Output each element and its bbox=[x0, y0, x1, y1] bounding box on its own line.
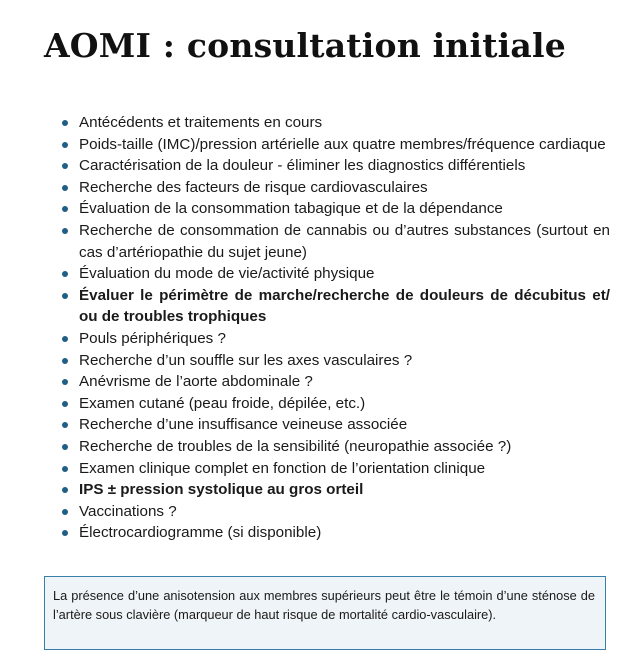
list-item bbox=[62, 112, 610, 134]
list-item-text: Examen cutané (peau froide, dépilée, etc.) bbox=[79, 394, 366, 412]
page-title: AOMI : consultation initiale bbox=[44, 26, 566, 65]
list-item bbox=[62, 155, 610, 177]
list-item-text: Pouls périphériques ? bbox=[79, 329, 226, 347]
list-item bbox=[62, 371, 610, 393]
checklist bbox=[62, 112, 610, 544]
list-item-text: Évaluer le périmètre de marche/recherche de douleurs de décubitus et/ ou de troubles trophiques bbox=[79, 286, 610, 326]
bullet-icon bbox=[62, 336, 68, 342]
bullet-icon bbox=[62, 422, 68, 428]
list-item-text: Évaluation du mode de vie/activité physique bbox=[79, 265, 375, 283]
list-item-text: Recherche de troubles de la sensibilité (neuropathie associée ?) bbox=[79, 437, 512, 455]
list-item-text: Anévrisme de l’aorte abdominale ? bbox=[79, 373, 313, 391]
list-item-text: Électrocardiogramme (si disponible) bbox=[79, 524, 322, 542]
list-item bbox=[62, 220, 610, 263]
bullet-icon bbox=[62, 293, 68, 299]
list-item bbox=[62, 198, 610, 220]
bullet-icon bbox=[62, 120, 68, 126]
list-item bbox=[62, 458, 610, 480]
bullet-icon bbox=[62, 142, 68, 148]
bullet-icon bbox=[62, 228, 68, 234]
list-item-text: Poids-taille (IMC)/pression artérielle aux quatre membres/fréquence cardiaque bbox=[79, 135, 606, 153]
bullet-icon bbox=[62, 206, 68, 212]
list-item-text: Vaccinations ? bbox=[79, 502, 177, 520]
list-item-text: IPS ± pression systolique au gros orteil bbox=[79, 481, 364, 499]
list-item bbox=[62, 501, 610, 523]
bullet-icon bbox=[62, 358, 68, 364]
list-item bbox=[62, 479, 610, 501]
list-item-text: Caractérisation de la douleur - éliminer les diagnostics différentiels bbox=[79, 157, 526, 175]
list-item bbox=[62, 285, 610, 328]
list-item-text: Recherche d’une insuffisance veineuse associée bbox=[79, 416, 408, 434]
bullet-icon bbox=[62, 401, 68, 407]
list-item bbox=[62, 393, 610, 415]
list-item-text: Examen clinique complet en fonction de l’orientation clinique bbox=[79, 459, 486, 477]
bullet-icon bbox=[62, 509, 68, 515]
note-box: La présence d’une anisotension aux membres supérieurs peut être le témoin d’une sténose de l’artère sous clavière (marqueur de haut risque de mortalité cardio-vasculaire). bbox=[44, 576, 606, 650]
list-item bbox=[62, 414, 610, 436]
list-item-text: Recherche d’un souffle sur les axes vasculaires ? bbox=[79, 351, 413, 369]
list-item-text: Évaluation de la consommation tabagique et de la dépendance bbox=[79, 200, 503, 218]
list-item-text: Recherche des facteurs de risque cardiovasculaires bbox=[79, 178, 428, 196]
list-item bbox=[62, 177, 610, 199]
list-item bbox=[62, 350, 610, 372]
list-item bbox=[62, 436, 610, 458]
bullet-icon bbox=[62, 271, 68, 277]
bullet-icon bbox=[62, 466, 68, 472]
list-item-text: Recherche de consommation de cannabis ou d’autres substances (surtout en cas d’artériopathie du sujet jeune) bbox=[79, 221, 610, 261]
list-item bbox=[62, 263, 610, 285]
list-item bbox=[62, 328, 610, 350]
bullet-icon bbox=[62, 163, 68, 169]
bullet-icon bbox=[62, 530, 68, 536]
list-item bbox=[62, 522, 610, 544]
list-item bbox=[62, 134, 610, 156]
list-item-text: Antécédents et traitements en cours bbox=[79, 114, 323, 131]
bullet-icon bbox=[62, 487, 68, 493]
bullet-icon bbox=[62, 185, 68, 191]
bullet-icon bbox=[62, 444, 68, 450]
bullet-icon bbox=[62, 379, 68, 385]
